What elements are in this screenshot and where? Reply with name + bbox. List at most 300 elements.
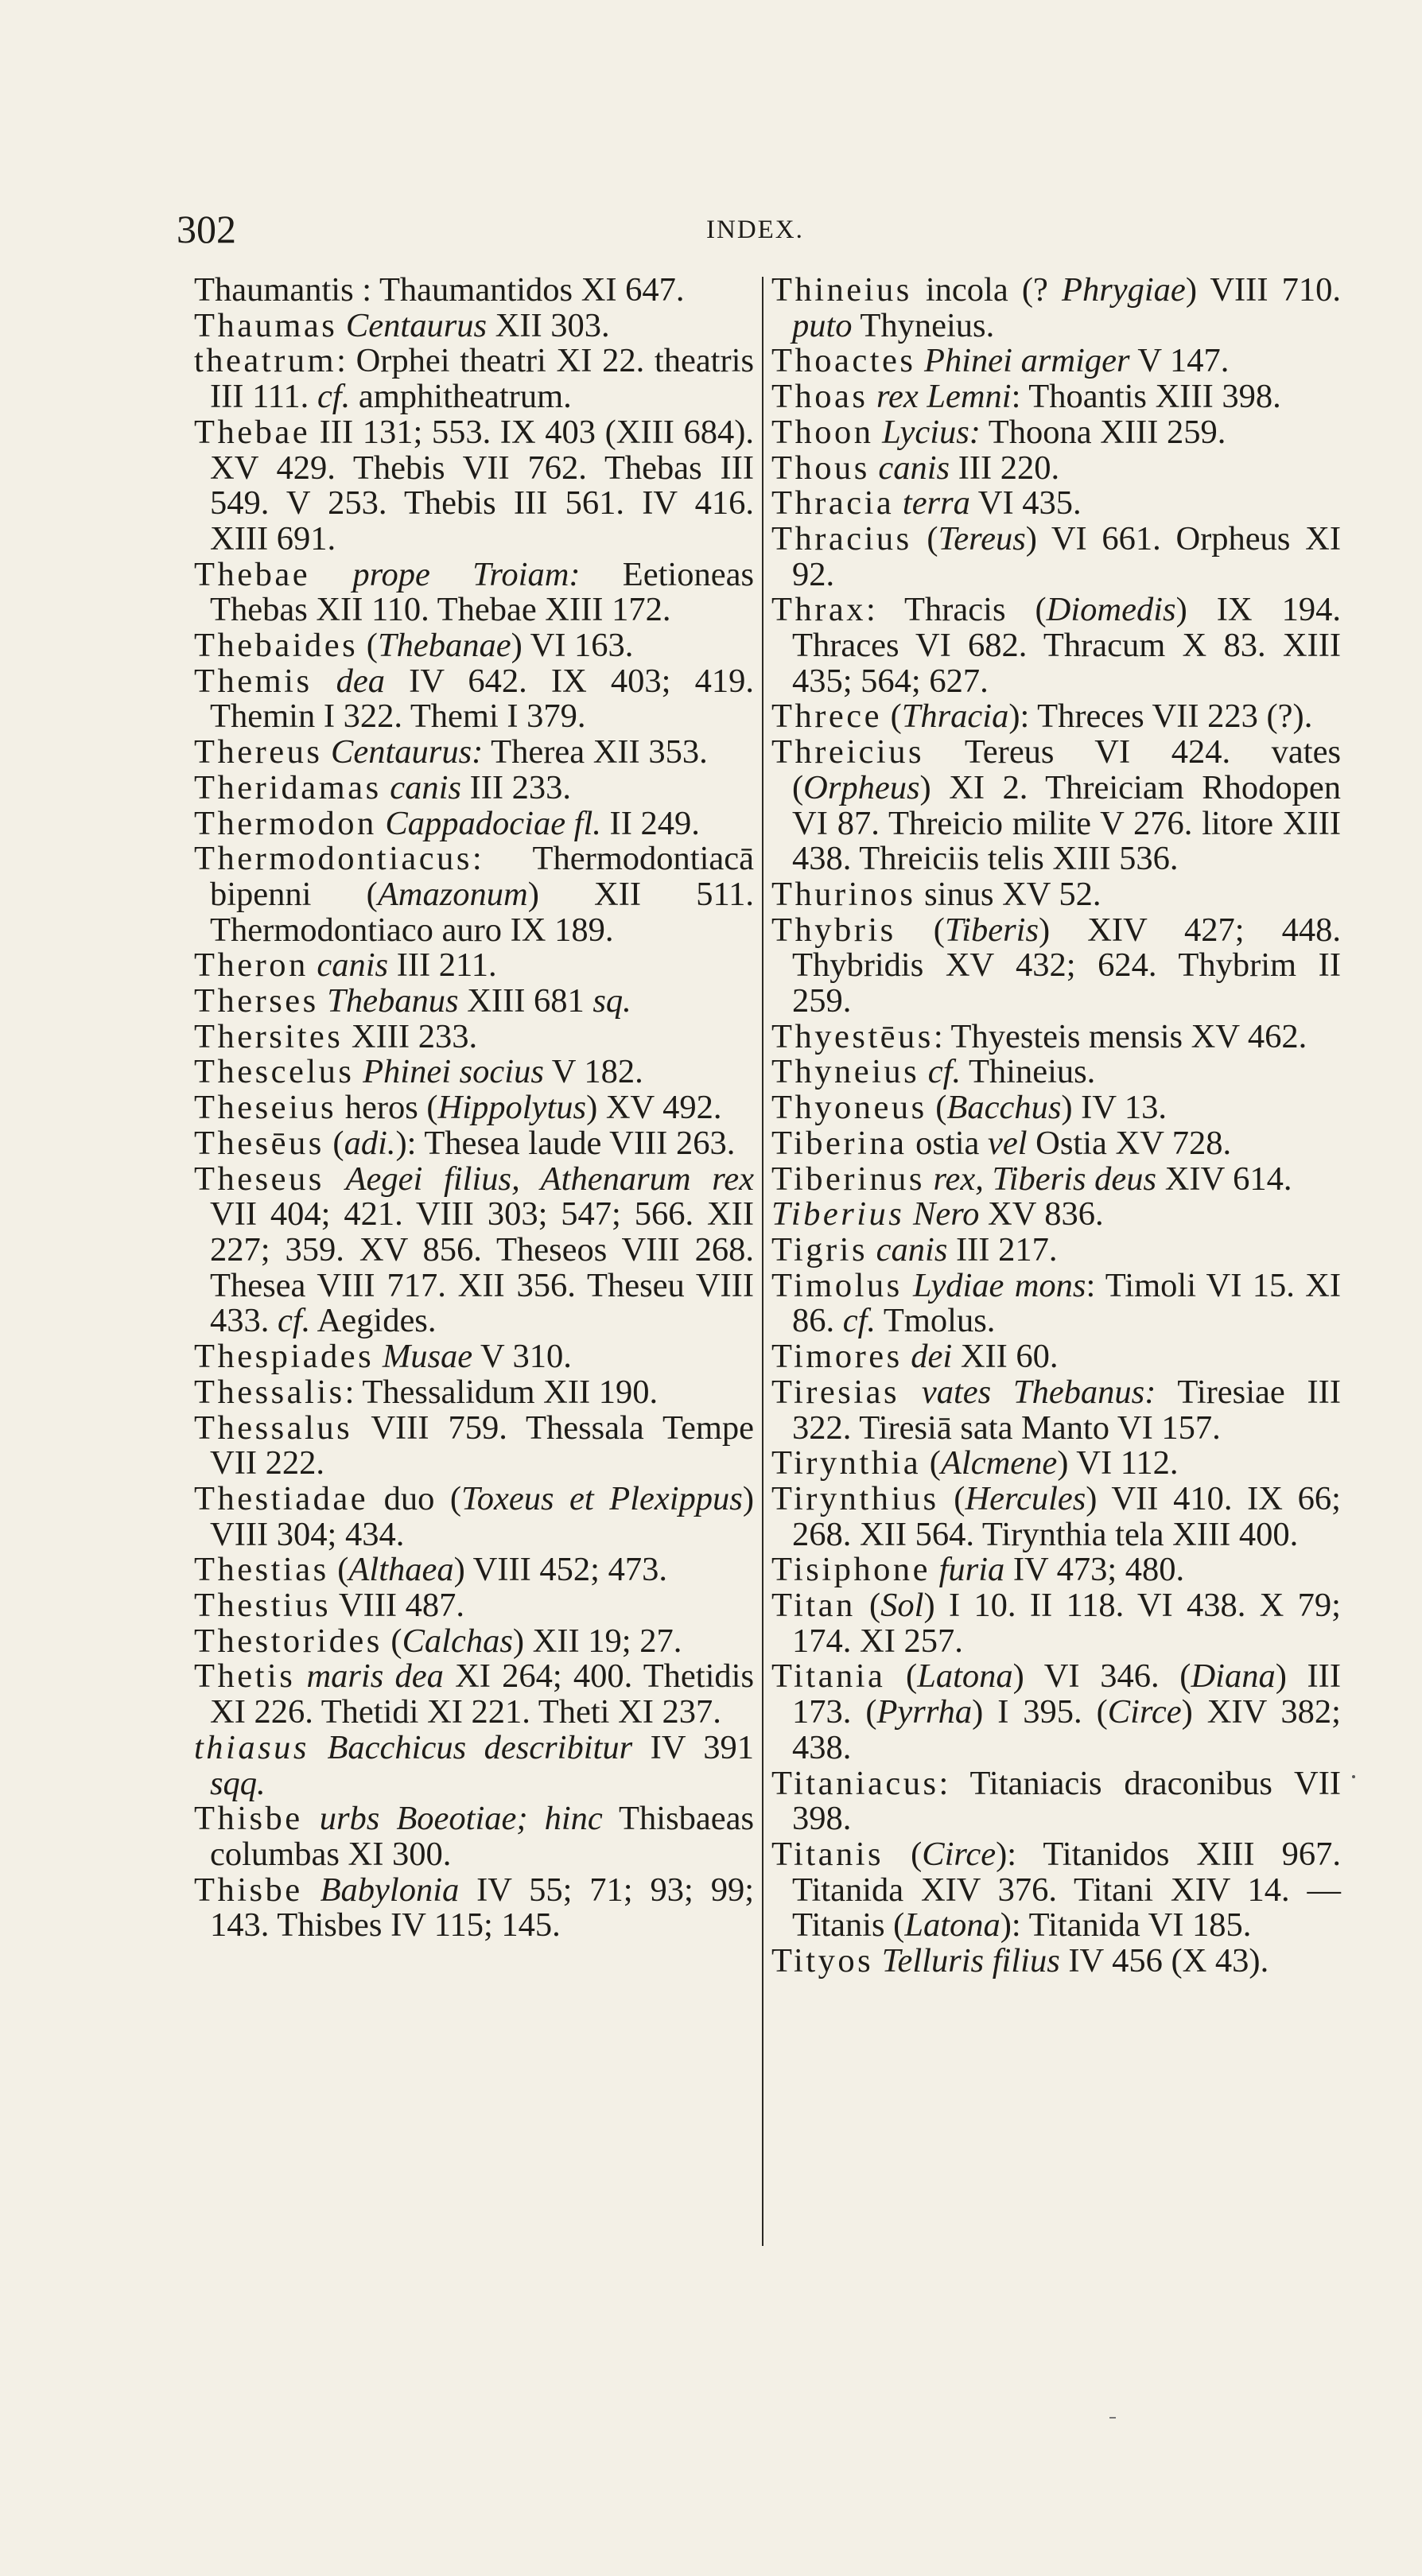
entry-text: terra [902,484,970,523]
entry-text: Nero [912,1195,980,1234]
headword: Theron [194,946,309,985]
entry-text: Alcmene [940,1444,1058,1482]
headword: Thracius [771,519,912,558]
page-number: 302 [177,207,236,251]
entry-text: ): Threces VII 223 (?). [1008,697,1313,736]
headword: Thineius [771,271,912,309]
headword: Thrax [771,591,866,629]
headword: Tigris [771,1230,868,1269]
print-speck [1352,1775,1355,1778]
headword: Tisiphone [771,1551,931,1589]
entry-text: ): Thesea laude VIII 263. [395,1124,736,1162]
headword: Thestius [194,1587,332,1625]
headword: Thespiades [194,1338,375,1376]
entry-text: ) VIII 304; 434. [210,1479,754,1553]
index-entry [771,1162,1341,1198]
entry-text: cf. [842,1302,876,1340]
index-entry [771,1090,1341,1126]
entry-text: III 131; 553. IX 403 (XIII 684). XV 429. Thebis VII 762. Thebas III 549. V 253. Thebis III 561. IV 416. XIII 691. [210,413,754,558]
index-entry [771,379,1341,415]
entry-text [374,1338,383,1375]
entry-text: V 182. [543,1053,643,1091]
entry-text [312,662,336,700]
page-header [0,205,1422,253]
index-entry [771,1588,1341,1659]
headword: Theseius [194,1089,337,1127]
entry-text: canis [876,1230,948,1269]
entry-text: ) XV 492. [586,1089,722,1127]
index-entry [194,1375,754,1411]
index-entry [194,1017,754,1055]
entry-text: canis [317,946,389,985]
entry-text: cf. [278,1302,311,1340]
entry-text: rex Lemni [876,378,1012,416]
headword: Theridamas [194,768,382,806]
entry-text [303,1800,320,1837]
entry-text: Althaea [348,1551,454,1589]
index-entry [194,1659,754,1730]
headword: Thisbe [194,1871,303,1909]
entry-text: ( [927,1089,947,1127]
entry-text: Tiberis [944,911,1039,949]
entry-text: incola (? [911,271,1063,309]
headword: Titanis [771,1835,884,1873]
entry-text: sq. [592,982,631,1020]
index-entry [771,451,1341,487]
headword: Thyoneus [771,1089,927,1127]
entry-text: Tereus VI 424. vates ( [792,733,1341,806]
entry-text: ) VI 112. [1057,1444,1179,1482]
entry-text: ( [324,1124,344,1162]
index-entry [771,593,1341,699]
index-entry [194,841,754,948]
entry-text: ) I 395. ( [972,1693,1108,1731]
entry-text: IV 642. IX 403; 419. Themin I 322. Themi I 379. [210,662,755,736]
index-entry [771,415,1341,451]
entry-text: Sol [880,1587,924,1625]
entry-text: urbs Boeotiae; hinc [319,1800,603,1838]
index-entry [771,486,1341,522]
index-entry [194,768,754,806]
index-entry [194,555,754,629]
entry-text: cf. [927,1053,962,1091]
entry-text: : Thessalidum XII 190. [344,1373,659,1411]
headword: theatrum [194,342,337,380]
entry-text [309,946,317,984]
headword: Thessalis [194,1373,345,1411]
entry-text: amphitheatrum. [350,378,572,416]
index-entry [194,1339,754,1375]
index-entry [194,664,754,735]
entry-text: Thebanae [377,627,511,665]
index-entry [194,735,754,771]
entry-text: puto [792,306,853,344]
entry-text: Thaumantis : Thaumantidos XI 647. [194,271,685,309]
index-entry [771,1266,1341,1340]
index-entry [194,1624,754,1660]
index-entry [771,273,1341,344]
entry-text: Thebanus [327,982,459,1020]
entry-text: Diomedis [1046,591,1176,629]
index-entry [194,1126,754,1162]
entry-text: adi. [344,1124,396,1162]
headword: Thebaides [194,627,359,665]
entry-text: ) VIII 710. [1185,271,1341,309]
entry-text: II 249. [600,804,700,842]
entry-text: : Orphei theatri XI 22. theatris III 111. [210,342,754,416]
entry-text: ) XII 511. Thermodontiaco auro IX 189. [210,875,754,949]
entry-text: ) IV 13. [1061,1089,1167,1127]
index-entry [771,1552,1341,1588]
entry-text: sinus XV 52. [915,875,1101,913]
entry-text: Hercules [965,1479,1086,1517]
entry-text [903,1338,911,1375]
entry-text: XIII 681 [458,982,593,1020]
entry-text: ( [855,1587,881,1625]
entry-text: Tiresiae III 322. Tiresiā sata Manto VI 157. [792,1373,1341,1447]
headword: Tirynthius [771,1479,939,1517]
headword: Tiresias [771,1373,900,1411]
index-entry [771,1017,1341,1055]
entry-text: heros ( [336,1089,438,1127]
entry-text: VI 435. [969,484,1082,523]
entry-text: ) XII 19; 27. [512,1622,682,1660]
entry-text: : Thoantis XIII 398. [1011,378,1281,416]
entry-text: Thineius. [961,1053,1096,1091]
headword: Thebae [194,413,311,451]
entry-text: Diana [1191,1657,1276,1696]
entry-text: ( [921,1444,941,1482]
index-entry [194,1479,754,1553]
headword: Thoactes [771,342,916,380]
entry-text [873,414,882,451]
entry-text [309,1729,328,1766]
headword: Thestiadae [194,1479,369,1517]
headword: thiasus [194,1728,309,1766]
index-entry [771,1126,1341,1162]
entry-text: ostia [907,1124,988,1162]
entry-text [904,1195,913,1233]
entry-text [903,1267,913,1304]
entry-text: Lycius: [882,413,981,451]
entry-text: Tmolus. [876,1302,996,1340]
headword: Thracia [771,484,895,523]
index-entry [771,1446,1341,1482]
entry-text: XII 303. [487,306,610,344]
index-entry [194,306,754,344]
headword: Theseus [194,1160,324,1198]
entry-text: Bacchus [946,1089,1062,1127]
entry-text: ) III 173. ( [792,1657,1341,1731]
headword: Tiberius [771,1195,905,1234]
entry-text [925,1160,934,1198]
index-entry [771,735,1341,877]
entry-text: V 147. [1129,342,1230,380]
entry-text: ) VII 410. IX 66; 268. XII 564. Tirynthia tela XIII 400. [792,1479,1341,1553]
entry-text: ( [382,1622,402,1660]
entry-text: Orpheus [803,768,920,806]
headword: Thurinos [771,875,916,913]
entry-text [894,484,903,522]
entry-text: : Titaniacis draconibus VII 398. [792,1764,1341,1838]
entry-text: Latona [917,1657,1013,1696]
entry-text [354,1053,363,1090]
entry-text: Thyneius. [852,306,995,344]
entry-text: duo ( [368,1479,462,1517]
entry-text: ) VI 163. [511,627,634,665]
entry-text: Thisbaeas columbas XI 300. [210,1800,754,1873]
headword: Timores [771,1338,903,1376]
entry-text: : Thracis ( [865,591,1047,629]
entry-text: ) VI 661. Orpheus XI 92. [792,519,1342,593]
entry-text [915,342,924,379]
index-entry [194,628,754,664]
entry-text: ( [881,697,902,736]
entry-text: ( [885,1657,918,1696]
headword: Thessalus [194,1408,353,1447]
index-entry [771,344,1341,379]
entry-text: Cappadociae fl. [385,804,601,842]
entry-text: Latona [904,1906,1000,1945]
index-entry [771,1944,1341,1980]
headword: Thybris [771,911,896,949]
index-entry [194,1873,754,1944]
entry-text: Eetioneas Thebas XII 110. Thebae XIII 172. [210,555,754,629]
entry-text: canis [390,768,461,806]
index-entry [771,1339,1341,1375]
entry-text [870,449,879,487]
entry-text: VIII 759. Thessala Tempe VII 222. [210,1408,754,1482]
entry-text: Phinei armiger [924,342,1130,380]
entry-text: ) VI 346. ( [1012,1657,1191,1696]
print-speck [1109,2417,1116,2419]
index-entry [771,913,1341,1020]
headword: Tirynthia [771,1444,922,1482]
entry-text [324,1160,346,1198]
entry-text: ) VIII 452; 473. [453,1551,667,1589]
entry-text: ( [328,1551,349,1589]
entry-text: Aegides. [310,1302,437,1340]
headword: Thereus [194,733,323,771]
index-entry [194,1408,754,1482]
headword: Thous [771,449,870,487]
entry-text: ( [358,627,378,665]
entry-text: : Thermodontiacā bipenni ( [210,840,754,913]
entry-text: Therea XII 353. [483,733,708,771]
entry-text: Circe [922,1835,997,1873]
index-entry [771,519,1342,593]
headword: Thebae [194,555,311,593]
entry-text: ): Titanidos XIII 967. Titanida XIV 376. Titani XIV 14. — Titanis ( [792,1835,1341,1945]
headword: Thoon [771,413,874,451]
entry-text [322,733,331,771]
index-entry [771,1375,1341,1446]
entry-text: furia [938,1551,1005,1589]
entry-text: ) I 10. II 118. VI 438. X 79; 174. XI 257. [792,1587,1341,1660]
headword: Tiberinus [771,1160,925,1198]
entry-text: Thoona XIII 259. [980,413,1226,451]
entry-text: vel [988,1124,1028,1162]
entry-text: sqq. [210,1764,266,1802]
index-entry [194,1090,754,1126]
entry-text: Tereus [938,519,1026,558]
headword: Titan [771,1587,856,1625]
headword: Tiberina [771,1124,907,1162]
headword: Thyneius [771,1053,920,1091]
entry-text: III 211. [388,946,497,985]
headword: Timolus [771,1266,903,1304]
entry-text [868,378,876,415]
index-entry [194,1552,754,1588]
entry-text: : Timoli VI 15. XI 86. [792,1266,1341,1340]
entry-text: XI 264; 400. Thetidis XI 226. Thetidi XI 221. Theti XI 237. [210,1657,754,1731]
entry-text: cf. [317,378,351,416]
entry-text: Phrygiae [1062,271,1186,309]
entry-text: VII 404; 421. VIII 303; 547; 566. XII 227; 359. XV 856. Theseos VIII 268. Thesea VIII 717. XII 356. Theseu VIII 433. [210,1195,754,1340]
index-entry [194,273,754,309]
entry-text [295,1657,306,1695]
entry-text: Centaurus [345,306,488,344]
index-entry [771,1197,1341,1233]
entry-text [899,1373,922,1411]
headword: Threce [771,697,882,736]
headword: Therses [194,982,319,1020]
entry-text: Hippolytus [437,1089,587,1127]
entry-text: Ostia XV 728. [1027,1124,1232,1162]
headword: Titania [771,1657,886,1696]
index-entry [194,806,754,842]
index-column-right [771,273,1341,1980]
entry-text: Thracia [901,697,1009,736]
entry-text: Calchas [402,1622,513,1660]
entry-text [382,769,390,806]
entry-text [337,307,346,344]
index-entry [771,1766,1341,1837]
entry-text: IV 473; 480. [1004,1551,1185,1589]
entry-text: XII 60. [952,1338,1059,1376]
entry-text: maris dea [306,1657,444,1696]
index-entry [194,1801,754,1872]
headword: Tityos [771,1942,874,1980]
entry-text: vates Thebanus: [921,1373,1156,1411]
index-entry [194,344,754,414]
index-entry [771,1055,1341,1090]
index-entry [194,1728,755,1802]
entry-text: XIII 233. [343,1017,478,1055]
headword: Thoas [771,378,868,416]
index-entry [194,984,754,1020]
entry-text: III 233. [460,768,572,806]
entry-text: rex, Tiberis deus [933,1160,1157,1198]
entry-text: V 310. [472,1338,572,1376]
column-divider [762,277,763,2246]
entry-text: ( [896,911,945,949]
headword: Thetis [194,1657,296,1696]
entry-text: Circe [1107,1693,1182,1731]
entry-text: prope Troiam: [352,555,581,593]
headword: Thermodontiacus [194,840,472,878]
entry-text: ) XIV 382; 438. [792,1693,1341,1766]
index-entry [771,877,1341,913]
entry-text: Aegei filius, Athenarum rex [345,1160,754,1198]
entry-text: ) IX 194. Thraces VI 682. Thracum X 83. XIII 435; 564; 627. [792,591,1341,700]
entry-text [303,1871,321,1909]
index-entry [194,415,754,558]
entry-text: ( [938,1479,965,1517]
entry-text: IV 456 (X 43). [1059,1942,1269,1980]
running-head: INDEX. [706,216,804,244]
headword: Thesēus [194,1124,324,1162]
index-entry [771,1479,1341,1553]
entry-text: VIII 487. [331,1587,465,1625]
headword: Thermodon [194,804,377,842]
index-entry [194,948,754,984]
index-entry [194,1162,754,1340]
entry-text [931,1551,939,1588]
entry-text: Telluris filius [881,1942,1060,1980]
entry-text: dea [336,662,386,700]
headword: Thestias [194,1551,329,1589]
entry-text: Phinei socius [363,1053,544,1091]
index-entry [771,699,1341,735]
entry-text: Amazonum [377,875,528,913]
entry-text: ) XIV 427; 448. Thybridis XV 432; 624. Thybrim II 259. [792,911,1342,1020]
entry-text: Pyrrha [876,1693,973,1731]
headword: Thestorides [194,1622,383,1660]
index-entry [771,1659,1341,1766]
entry-text: IV 55; 71; 93; 99; 143. Thisbes IV 115; 145. [210,1871,755,1945]
headword: Thersites [194,1017,344,1055]
entry-text: XV 836. [979,1195,1104,1234]
entry-text: Babylonia [320,1871,460,1909]
entry-text [919,1053,928,1090]
entry-text [377,805,386,842]
entry-text: ) XI 2. Threiciam Rhodopen VI 87. Threicio milite V 276. litore XIII 438. Threiciis telis XIII 536. [792,768,1341,878]
entry-text: : Thyesteis mensis XV 462. [933,1017,1307,1055]
index-column-left [194,273,754,1944]
index-entry [194,1588,754,1624]
entry-text: ( [884,1835,923,1873]
entry-text [319,982,328,1020]
entry-text: ): Titanida VI 185. [1000,1906,1252,1945]
entry-text: ( [911,519,938,558]
headword: Themis [194,662,313,700]
entry-text: Lydiae mons [913,1266,1086,1304]
headword: Threicius [771,733,924,771]
entry-text: III 220. [950,449,1060,487]
entry-text [310,556,352,593]
index-entry [771,1230,1341,1269]
headword: Thaumas [194,306,338,344]
entry-text: III 217. [947,1230,1058,1269]
entry-text: Musae [382,1338,473,1376]
entry-text: Centaurus: [331,733,484,771]
index-entry [771,1837,1341,1944]
entry-text: XIV 614. [1156,1160,1292,1198]
headword: Thescelus [194,1053,355,1091]
entry-text: dei [911,1338,953,1376]
headword: Titaniacus [771,1764,939,1802]
entry-text: canis [878,449,950,487]
headword: Thisbe [194,1800,303,1838]
entry-text: IV 391 [632,1728,755,1766]
entry-text: Toxeus et Plexippus [461,1479,743,1517]
entry-text [873,1942,882,1980]
headword: Thyestēus [771,1017,934,1055]
entry-text [868,1231,876,1269]
index-entry [194,1055,754,1090]
entry-text: Bacchicus describitur [327,1728,633,1766]
